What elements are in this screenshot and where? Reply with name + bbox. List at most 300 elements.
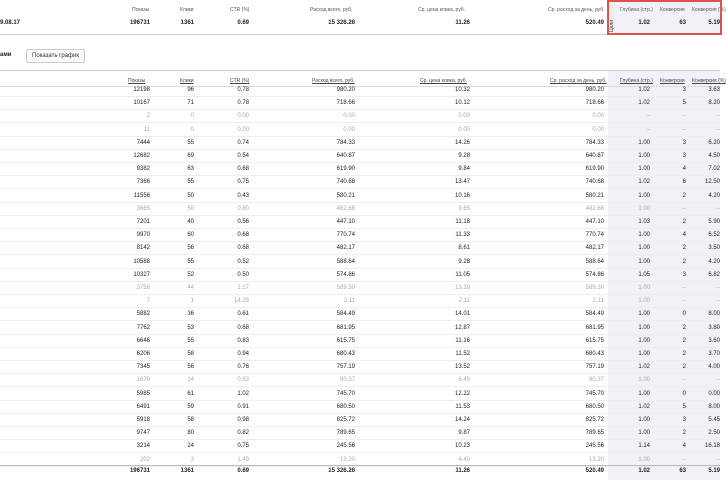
table-row [0,323,720,335]
cell-spend: 580.21 [336,192,355,199]
cell-daily: 447.10 [585,219,604,225]
cell-daily: 13.20 [588,456,604,463]
cell-cpc: 10.12 [454,100,470,107]
table-row [0,138,720,150]
cell-daily: 770.74 [585,232,604,239]
cell-conv: 4 [682,443,686,450]
hdr-impressions: Показы [132,7,150,13]
cell-conv: – [682,126,686,133]
table-row [0,349,720,361]
cell-daily: 740.68 [585,179,604,186]
cell-ctr: 0.00 [237,126,249,133]
col-ctr[interactable]: CTR (%) [230,78,250,84]
cell-daily: 615.75 [585,337,604,344]
cell-ctr: 1.49 [237,456,249,463]
cell-ctr: 0.76 [237,364,249,371]
cell-clicks: 0 [190,126,194,133]
total-cpc: 11.26 [455,468,470,474]
cell-conv-pct: 7.02 [708,166,720,173]
table-row [0,309,720,321]
cell-conv: 4 [682,166,686,173]
cell-conv: 3 [682,153,686,159]
cell-cpc: 2.11 [458,298,470,305]
cell-conv-pct: 4.00 [708,364,720,371]
summary-cpc: 11.26 [455,20,470,26]
table-row [0,177,720,189]
table-row [0,204,720,216]
cell-conv-pct: 8.00 [708,311,720,318]
cell-clicks: 50 [187,192,194,199]
cell-spend: 90.37 [339,377,355,384]
cell-clicks: 59 [187,403,194,410]
cell-spend: 245.56 [336,443,355,450]
cell-cpc: 10.23 [454,443,470,450]
cell-cpc: 4.40 [458,456,470,463]
cell-spend: 13.20 [339,456,355,463]
cell-conv: 0 [682,311,686,318]
table-row [0,283,720,295]
cell-depth: 1.00 [638,298,650,305]
cell-spend: 789.65 [336,430,355,437]
cell-spend: 482.68 [336,205,355,212]
cell-impressions: 7444 [136,139,150,146]
cell-cpc: 11.52 [455,351,470,357]
table-row [0,230,720,242]
hdr-depth: Глубина (стр.) [620,7,653,13]
summary-impressions: 196731 [129,20,150,26]
cell-depth: 1.14 [638,443,650,450]
cell-conv: 4 [682,232,686,239]
table-row [0,243,720,255]
cell-daily: 789.65 [585,430,604,437]
cell-spend: 574.86 [336,271,355,278]
summary-date: 9.08.17 [0,20,21,26]
cell-conv: 3 [682,271,686,278]
cell-clicks: 52 [187,271,194,278]
cell-impressions: 7345 [136,364,150,371]
group-label: ами [0,52,12,58]
cell-ctr: 0.74 [237,139,249,146]
cell-depth: 1.00 [638,430,650,437]
cell-conv-pct: – [716,205,720,212]
cell-impressions: 5882 [136,311,150,318]
summary-ctr: 0.69 [237,20,249,26]
highlight-box [607,0,722,35]
cell-daily: 619.90 [585,166,604,173]
goals-vertical-label: Цели [609,2,615,32]
cell-daily: 640.87 [585,153,604,159]
cell-conv-pct: – [716,456,720,463]
cell-clicks: 56 [187,245,194,252]
cell-conv: 2 [682,219,686,225]
cell-conv: – [682,298,686,305]
cell-impressions: 7366 [136,179,150,186]
table-row [0,296,720,308]
col-impressions[interactable]: Показы [128,78,146,84]
cell-depth: 1.00 [638,166,650,173]
cell-impressions: 10167 [133,100,150,107]
cell-clicks: 55 [187,139,194,146]
cell-conv-pct: 2.50 [708,430,720,437]
cell-impressions: 7201 [136,219,150,225]
col-daily[interactable]: Ср. расход за день, руб. [550,78,607,84]
cell-ctr: 1.17 [237,285,249,291]
cell-ctr: 0.78 [237,100,249,107]
cell-impressions: 10588 [133,258,150,265]
cell-conv: 2 [682,364,686,371]
cell-conv-pct: 3.80 [708,324,720,331]
cell-conv: 2 [682,324,686,331]
cell-clicks: 53 [187,324,194,331]
cell-ctr: 0.52 [237,258,249,265]
cell-cpc: 6.45 [458,377,470,384]
cell-conv-pct: 4.50 [708,153,720,159]
cell-spend: 680.43 [336,351,355,357]
cell-spend: 584.49 [336,311,355,318]
cell-impressions: 1670 [136,377,150,384]
cell-spend: 619.90 [336,166,355,173]
cell-depth: 1.00 [638,245,650,252]
hdr-daily: Ср. расход за день, руб. [548,7,605,13]
cell-conv: 2 [682,245,686,252]
cell-clicks: 55 [187,258,194,265]
cell-daily: 482.68 [585,205,604,212]
table-row [0,151,720,163]
cell-ctr: 0.50 [237,271,249,278]
cell-clicks: 63 [187,166,194,173]
cell-daily: 90.37 [588,377,604,384]
cell-conv-pct: 6.52 [708,232,720,239]
cell-ctr: 0.43 [237,192,249,199]
cell-conv-pct: – [716,298,720,305]
total-conv-pct: 5.19 [708,468,720,474]
cell-depth: 1.00 [638,285,650,291]
cell-depth: 1.00 [638,139,650,146]
cell-depth: – [646,126,650,133]
table-row [0,336,720,348]
cell-ctr: 0.00 [237,113,249,120]
cell-daily: 574.86 [585,271,604,278]
cell-clicks: 58 [187,351,194,357]
cell-spend: 680.50 [336,403,355,410]
cell-ctr: 1.02 [237,390,249,397]
col-conv-pct[interactable]: Конверсия (%) [692,78,726,84]
cell-daily: 745.70 [585,390,604,397]
cell-depth: 1.00 [638,337,650,344]
cell-cpc: 9.28 [458,153,470,159]
cell-conv-pct: 5.90 [708,219,720,225]
cell-impressions: 3214 [136,443,150,450]
cell-conv: 5 [682,100,686,107]
cell-daily: 0.00 [592,126,604,133]
cell-impressions: 5918 [136,417,150,423]
cell-conv: 3 [682,139,686,146]
summary-panel [0,0,726,35]
cell-cpc: 0.00 [458,113,470,120]
table-row [0,428,720,440]
summary-conv: 63 [679,20,686,26]
cell-clicks: 44 [187,285,194,291]
cell-clicks: 69 [187,153,194,159]
cell-conv-pct: 16.18 [704,443,720,450]
cell-impressions: 12682 [133,153,150,159]
cell-cpc: 9.65 [458,205,470,212]
cell-conv: 3 [682,87,686,93]
cell-depth: 1.02 [638,179,650,186]
col-cpc[interactable]: Ср. цена клика, руб. [420,78,468,84]
cell-spend: 0.00 [343,126,355,133]
cell-depth: 1.05 [638,271,650,278]
cell-daily: 718.66 [585,100,604,107]
cell-ctr: 0.61 [237,311,249,318]
cell-daily: 245.56 [585,443,604,450]
cell-cpc: 10.32 [454,87,470,93]
hdr-spend: Расход всего, руб. [310,7,353,13]
cell-cpc: 11.18 [455,219,470,225]
cell-clicks: 40 [187,219,194,225]
table-row [0,415,720,427]
cell-conv-pct: 6.82 [708,271,720,278]
cell-conv: 0 [682,390,686,397]
cell-depth: 1.00 [638,205,650,212]
cell-daily: 589.30 [585,285,604,291]
cell-ctr: 0.75 [237,443,249,450]
cell-conv: 6 [682,179,686,186]
cell-impressions: 11556 [133,192,150,199]
cell-depth: 1.00 [638,390,650,397]
cell-daily: 784.33 [585,139,604,146]
cell-clicks: 56 [187,364,194,371]
cell-depth: 1.02 [638,87,650,93]
table-row [0,85,720,97]
total-clicks: 1361 [180,468,194,474]
cell-spend: 588.64 [336,258,355,265]
summary-spend: 15 326.26 [328,20,355,26]
hdr-conv: Конверсии [660,7,685,13]
cell-cpc: 13.39 [454,285,470,291]
table-row [0,389,720,401]
cell-conv-pct: 8.00 [708,403,720,410]
cell-clicks: 58 [187,417,194,423]
cell-daily: 580.21 [585,192,604,199]
cell-daily: 588.64 [585,258,604,265]
cell-cpc: 9.28 [458,258,470,265]
cell-impressions: 5985 [136,390,150,397]
cell-ctr: 0.98 [237,417,249,423]
cell-ctr: 0.82 [237,430,249,437]
table-row [0,111,720,123]
col-conv[interactable]: Конверсии [660,78,685,84]
cell-cpc: 12.87 [454,324,470,331]
cell-spend: 745.70 [336,390,355,397]
table-row [0,402,720,414]
cell-spend: 757.19 [336,364,355,371]
cell-conv: – [682,285,686,291]
cell-conv-pct: 3.63 [708,87,720,93]
cell-impressions: 7 [146,298,150,305]
cell-impressions: 9747 [136,430,150,437]
cell-conv: – [682,377,686,384]
cell-clicks: 55 [187,179,194,186]
cell-impressions: 202 [139,456,150,463]
cell-ctr: 0.56 [237,219,249,225]
total-ctr: 0.69 [237,468,249,474]
cell-clicks: 0 [190,113,194,120]
col-clicks[interactable]: Клики [180,78,194,84]
show-chart-button[interactable]: Показать график [26,49,85,63]
cell-impressions: 6491 [136,403,150,410]
cell-spend: 0.00 [343,113,355,120]
cell-conv-pct: 4.20 [708,258,720,265]
table-row [0,217,720,229]
cell-cpc: 9.84 [458,166,470,173]
cell-spend: 615.75 [336,337,355,344]
cell-clicks: 36 [187,311,194,318]
hdr-clicks: Клики [180,7,194,13]
cell-conv: 2 [682,337,686,344]
cell-ctr: 0.83 [237,377,249,384]
cell-depth: 1.00 [638,351,650,357]
cell-ctr: 0.54 [237,153,249,159]
table-row [0,441,720,453]
cell-conv: 2 [682,258,686,265]
cell-impressions: 3665 [136,205,150,212]
cell-impressions: 10327 [133,271,150,278]
cell-impressions: 6646 [136,337,150,344]
cell-daily: 0.00 [592,113,604,120]
cell-ctr: 14.29 [233,298,249,305]
cell-conv-pct: 6.20 [708,139,720,146]
total-impressions: 196731 [129,468,150,474]
cell-ctr: 0.83 [237,337,249,344]
cell-depth: 1.00 [638,324,650,331]
cell-daily: 680.50 [585,403,604,410]
cell-cpc: 12.22 [454,390,470,397]
cell-spend: 589.30 [336,285,355,291]
hdr-conv-pct: Конверсия (%) [692,7,726,13]
cell-clicks: 24 [187,443,194,450]
cell-spend: 784.33 [336,139,355,146]
cell-ctr: 0.80 [237,205,249,212]
table-row [0,375,720,387]
cell-depth: 1.00 [638,417,650,423]
cell-spend: 447.10 [336,219,355,225]
cell-spend: 482.17 [336,245,355,252]
cell-cpc: 14.26 [454,139,470,146]
cell-conv-pct: – [716,285,720,291]
cell-ctr: 0.68 [237,166,249,173]
cell-conv-pct: – [716,377,720,384]
cell-cpc: 11.05 [455,271,470,278]
cell-ctr: 0.68 [237,324,249,331]
cell-depth: 1.00 [638,258,650,265]
cell-spend: 681.95 [336,324,355,331]
cell-depth: 1.00 [638,153,650,159]
cell-daily: 482.17 [585,245,604,252]
cell-depth: 1.00 [638,232,650,239]
summary-conv-pct: 5.19 [708,20,720,26]
cell-cpc: 10.16 [454,192,470,199]
cell-depth: – [646,113,650,120]
hdr-ctr: CTR (%) [230,7,250,13]
cell-spend: 770.74 [336,232,355,239]
cell-impressions: 6206 [136,351,150,357]
cell-clicks: 71 [187,100,194,107]
total-depth: 1.02 [638,468,650,474]
cell-ctr: 0.68 [237,245,249,252]
table-row [0,98,720,110]
cell-impressions: 9970 [136,232,150,239]
cell-depth: 1.00 [638,377,650,384]
cell-cpc: 9.87 [458,430,470,437]
cell-conv-pct: 3.70 [708,351,720,357]
cell-cpc: 13.47 [454,179,470,186]
cell-conv-pct: 4.20 [708,192,720,199]
cell-cpc: 11.53 [455,403,470,410]
cell-clicks: 50 [187,205,194,212]
cell-impressions: 7762 [136,324,150,331]
cell-depth: 1.02 [638,100,650,107]
cell-daily: 2.11 [592,298,604,305]
cell-conv: 5 [682,403,686,410]
cell-conv-pct: 3.60 [708,337,720,344]
cell-ctr: 0.94 [237,351,249,357]
cell-ctr: 0.78 [237,87,249,93]
cell-ctr: 0.68 [237,232,249,239]
cell-daily: 681.95 [585,324,604,331]
cell-depth: 1.00 [638,311,650,318]
cell-clicks: 80 [187,430,194,437]
cell-conv: – [682,113,686,120]
cell-clicks: 1 [190,298,194,305]
cell-daily: 980.20 [585,87,604,93]
cell-spend: 718.66 [336,100,355,107]
cell-conv-pct: 3.50 [708,245,720,252]
total-spend: 15 326.26 [328,468,355,474]
table-row [0,191,720,203]
cell-depth: 1.00 [638,192,650,199]
cell-clicks: 60 [187,232,194,239]
cell-ctr: 0.91 [237,403,249,410]
cell-impressions: 12198 [133,87,150,93]
cell-impressions: 11 [143,126,150,133]
cell-cpc: 8.61 [458,245,470,252]
col-depth[interactable]: Глубина (стр.) [620,78,653,84]
cell-conv-pct: 5.45 [708,417,720,423]
cell-conv: 3 [682,417,686,423]
cell-daily: 680.43 [585,351,604,357]
summary-clicks: 1361 [180,20,194,26]
cell-conv: 2 [682,192,686,199]
summary-daily: 520.49 [585,20,604,26]
cell-cpc: 11.16 [455,337,470,344]
cell-conv-pct: – [716,126,720,133]
total-daily: 520.49 [585,468,604,474]
summary-depth: 1.02 [638,20,650,26]
cell-clicks: 96 [187,87,194,93]
table-row [0,270,720,282]
cell-conv-pct: 8.20 [708,100,720,107]
col-spend[interactable]: Расход всего, руб. [312,78,355,84]
cell-conv-pct: 12.50 [704,179,720,186]
cell-cpc: 13.52 [454,364,470,371]
cell-conv-pct: – [716,113,720,120]
table-row [0,125,720,137]
cell-spend: 740.68 [336,179,355,186]
hdr-cpc: Ср. цена клика, руб. [418,7,466,13]
cell-daily: 757.19 [585,364,604,371]
cell-spend: 2.11 [343,298,355,305]
